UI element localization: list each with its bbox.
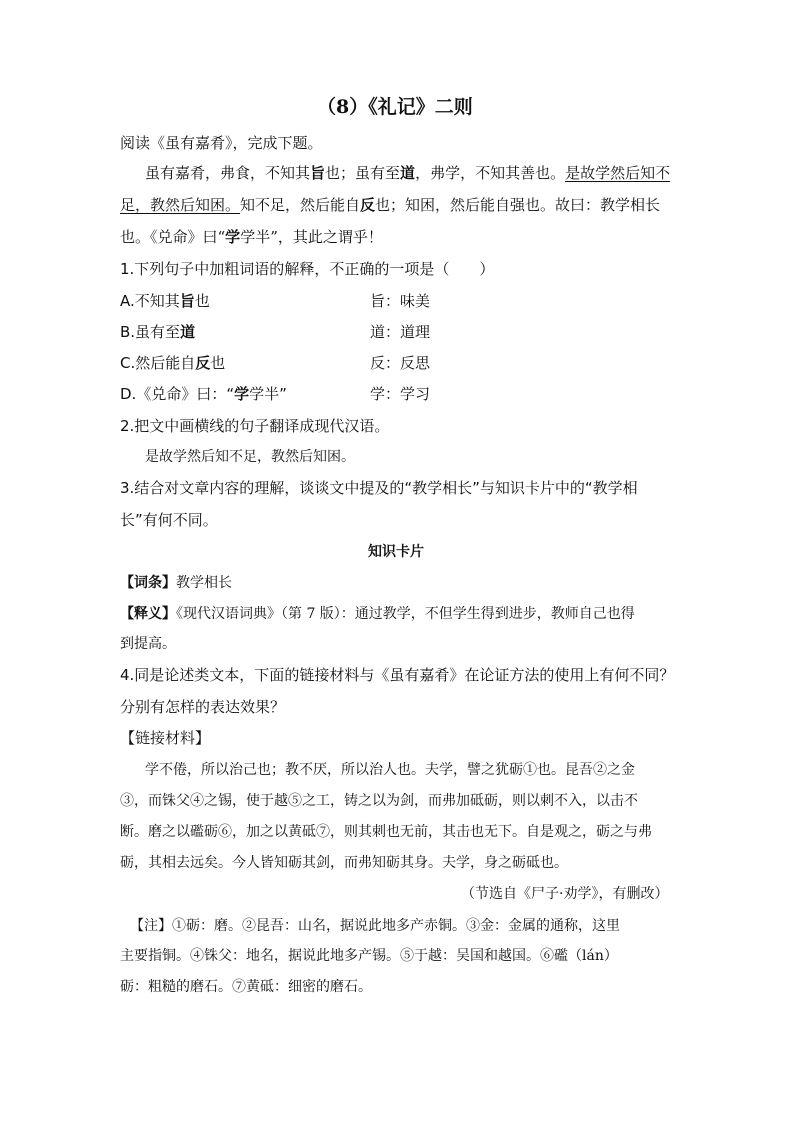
notes-line-1: 【注】①砺：磨。②昆吾：山名，据说此地多产赤铜。③金：金属的通称，这里 (130, 918, 620, 934)
material-line-1: 学不倦，所以治己也；教不厌，所以治人也。夫学，譬之犹砺①也。昆吾②之金 (145, 762, 635, 778)
question-4-line-2: 分别有怎样的表达效果？ (120, 698, 286, 716)
underlined-sentence: 是故学然后知不 (565, 164, 671, 182)
passage-text: ，弗学，不知其善也。 (415, 164, 566, 182)
definition-text: 《现代汉语词典》（第 7 版）：通过教学，不但学生得到进步，教师自己也得 (176, 606, 635, 622)
option-text: C.然后能自 (120, 354, 196, 372)
card-definition-line-1 (120, 604, 635, 624)
option-a-gloss: 旨：味美 (370, 292, 431, 310)
question-1-stem: 1.下列句子中加粗词语的解释，不正确的一项是（ ） (120, 260, 495, 278)
bold-word: 学 (234, 385, 250, 403)
option-text: 也 (210, 354, 226, 372)
option-d-gloss: 学：学习 (370, 385, 431, 403)
option-text: 学半” (249, 385, 287, 403)
bold-word: 旨 (310, 164, 326, 182)
bold-word: 学 (225, 228, 241, 246)
material-line-4: 砺，其相去远矣。今人皆知砺其剑，而弗知砺其身。夫学，身之砺砥也。 (120, 855, 568, 871)
material-label: 【链接材料】 (120, 729, 211, 747)
entry-label: 【词条】 (120, 575, 176, 591)
option-d (120, 384, 287, 404)
option-a (120, 291, 210, 311)
notes-line-3: 砺：粗糙的磨石。⑦黄砥：细密的磨石。 (120, 979, 372, 995)
option-text: D.《兑命》曰：“ (120, 385, 235, 403)
bold-word: 反 (195, 354, 211, 372)
passage-text: 学半”，其此之谓乎！ (240, 228, 383, 246)
card-definition-line-2: 到提高。 (120, 636, 176, 652)
passage-line-2 (120, 195, 660, 215)
option-b-gloss: 道：道理 (370, 323, 431, 341)
passage-text: 虽有嘉肴，弗食，不知其 (145, 164, 311, 182)
question-2-stem: 2.把文中画横线的句子翻译成现代汉语。 (120, 417, 390, 435)
material-source: （节选自《尸子·劝学》，有删改） (461, 886, 669, 902)
passage-line-3 (120, 227, 383, 247)
passage-text: 也；知困，然后能自强也。故曰：教学相长 (375, 196, 661, 214)
underlined-sentence: 足，教然后知困。 (120, 196, 241, 214)
bold-word: 反 (360, 196, 376, 214)
intro-text: 阅读《虽有嘉肴》，完成下题。 (120, 134, 323, 152)
bold-word: 道 (400, 164, 416, 182)
question-4-line-1: 4.同是论述类文本，下面的链接材料与《虽有嘉肴》在论证方法的使用上有何不同？ (120, 666, 675, 684)
passage-text: 也。《兑命》曰“ (120, 228, 226, 246)
option-text: B.虽有至 (120, 323, 181, 341)
notes-line-2: 主要指铜。④铢父：地名，据说此地多产锡。⑤于越：吴国和越国。⑥礛（lán） (120, 948, 618, 964)
question-2-sentence: 是故学然后知不足，教然后知困。 (145, 449, 355, 465)
option-c-gloss: 反：反思 (370, 354, 431, 372)
passage-text: 也；虽有至 (325, 164, 401, 182)
card-title: 知识卡片 (368, 544, 424, 560)
question-3-line-1: 3.结合对文章内容的理解，谈谈文中提及的“教学相长”与知识卡片中的“教学相 (120, 479, 638, 497)
bold-word: 道 (180, 323, 196, 341)
bold-word: 旨 (179, 292, 195, 310)
definition-label: 【释义】 (120, 606, 176, 622)
passage-text: 知不足，然后能自 (240, 196, 361, 214)
option-b (120, 322, 195, 342)
card-entry (120, 573, 232, 593)
option-text: A.不知其 (120, 292, 180, 310)
entry-text: 教学相长 (176, 575, 232, 591)
material-line-2: ③，而铢父④之锡，使于越⑤之工，铸之以为剑，而弗加砥砺，则以刺不入，以击不 (120, 793, 638, 809)
passage-line-1 (145, 163, 670, 183)
material-line-3: 断。磨之以礛砺⑥，加之以黄砥⑦，则其刺也无前，其击也无下。自是观之，砺之与弗 (120, 824, 652, 840)
option-c (120, 353, 225, 373)
question-3-line-2: 长”有何不同。 (120, 511, 218, 529)
page-title: （8）《礼记》二则 (317, 96, 473, 118)
option-text: 也 (194, 292, 210, 310)
